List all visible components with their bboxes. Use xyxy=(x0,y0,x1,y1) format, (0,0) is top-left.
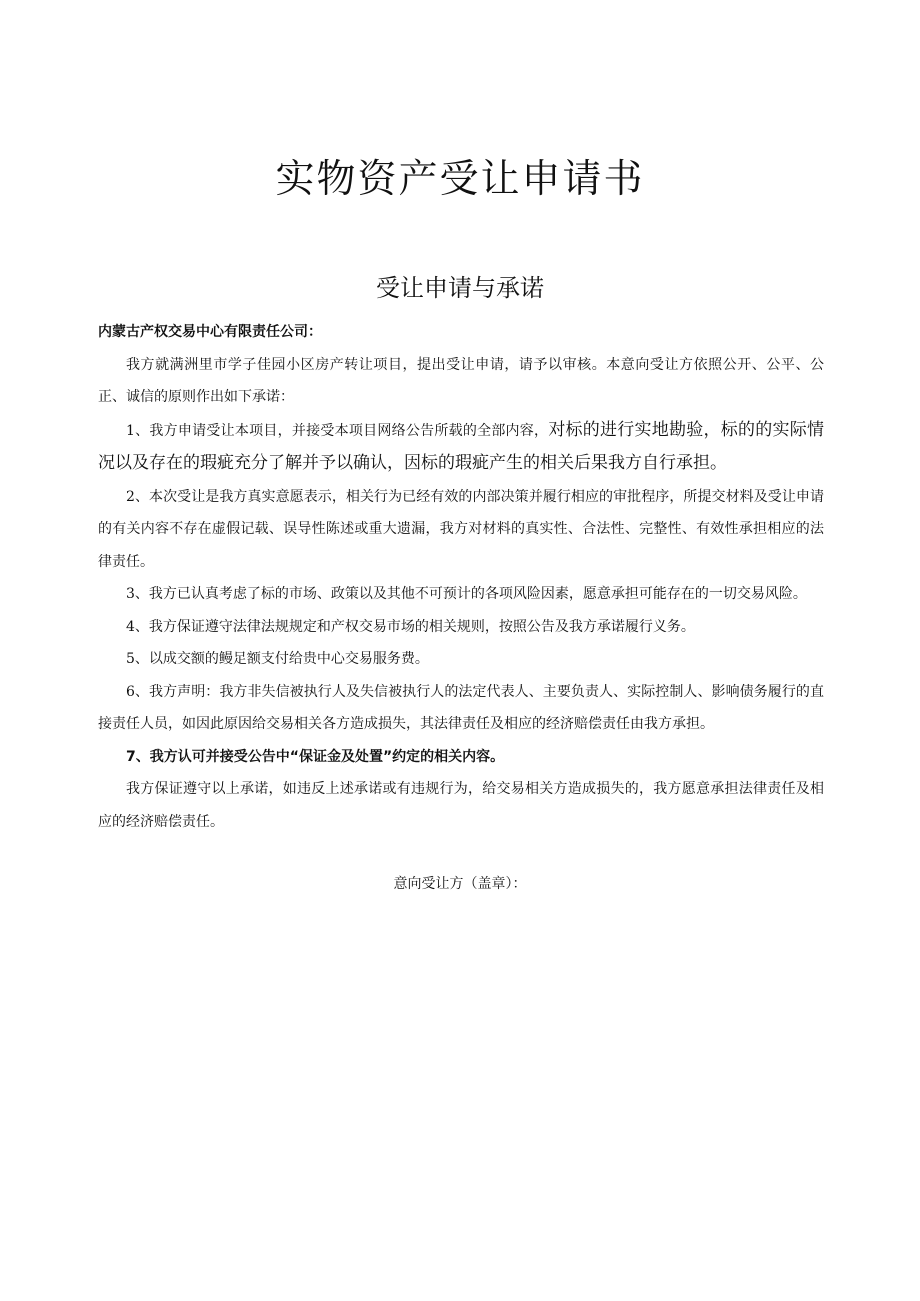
commitment-item-3: 3、我方已认真考虑了标的市场、政策以及其他不可预计的各项风险因素，愿意承担可能存在的一切交易风险。 xyxy=(126,586,807,602)
intro-paragraph: 我方就满洲里市学子佳园小区房产转让项目，提出受让申请，请予以审核。本意向受让方依照公开、公平、公正、诚信的原则作出如下承诺： xyxy=(98,356,824,405)
commitment-item-1-text: 1、我方申请受让本项目，并接受本项目网络公告所载的全部内容， xyxy=(126,422,549,439)
addressee: 内蒙古产权交易中心有限责任公司： xyxy=(98,324,322,340)
document-title: 实物资产受让申请书 xyxy=(275,157,645,202)
commitment-item-5: 5、以成交额的鳗足额支付给贵中心交易服务费。 xyxy=(126,651,429,667)
commitment-item-4: 4、我方保证遵守法律法规规定和产权交易市场的相关规则，按照公告及我方承诺履行义务。 xyxy=(126,618,695,635)
commitment-item-6: 6、我方声明：我方非失信被执行人及失信被执行人的法定代表人、主要负责人、实际控制人、影响债务履行的直接责任人员，如因此原因给交易相关各方造成损失，其法律责任及相应的经济赔偿责任由我方承担。 xyxy=(98,683,824,732)
closing-paragraph: 我方保证遵守以上承诺，如违反上述承诺或有违规行为，给交易相关方造成损失的，我方愿意承担法律责任及相应的经济赔偿责任。 xyxy=(98,781,824,830)
commitment-item-2: 2、本次受让是我方真实意愿表示，相关行为已经有效的内部决策并履行相应的审批程序，所提交材料及受让申请的有关内容不存在虚假记载、误导性陈述或重大遗漏，我方对材料的真实性、合法性、完整性、有效性承担相应的法律责任。 xyxy=(98,488,824,570)
commitment-item-1-emphasis: 对标的进行实地勘验，标的的实际情况以及存在的瑕疵充分了解并予以确认，因标的瑕疵产生的相关后果我方自行承担。 xyxy=(98,419,825,473)
signature-line: 意向受让方（盖章）： xyxy=(393,876,527,892)
commitment-item-7: 7、我方认可并接受公告中“保证金及处置”约定的相关内容。 xyxy=(126,748,505,765)
section-subtitle: 受让申请与承诺 xyxy=(376,274,544,302)
document-body xyxy=(98,316,824,838)
commitment-item-1 xyxy=(98,414,824,481)
